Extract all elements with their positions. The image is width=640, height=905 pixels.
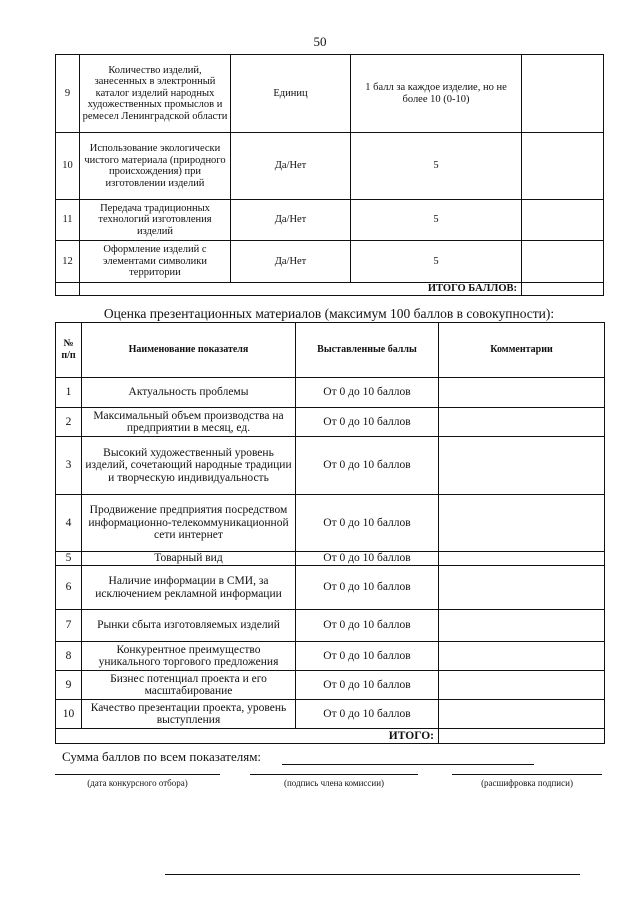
criterion-unit: Да/Нет (231, 133, 351, 200)
table-row (56, 610, 605, 642)
row-number: 9 (56, 671, 82, 700)
criterion-name: Использование экологически чистого материала (природного происхождения) при изготовлении изделий (80, 133, 231, 200)
indicator-name: Высокий художественный уровень изделий, сочетающий народные традиции и творческую индивидуальность (82, 437, 296, 495)
table-header-row (56, 323, 605, 378)
indicator-score: От 0 до 10 баллов (296, 495, 439, 552)
indicator-score: От 0 до 10 баллов (296, 642, 439, 671)
criterion-score: 5 (351, 200, 522, 241)
criteria-table-continued (55, 54, 604, 296)
row-number: 11 (56, 200, 80, 241)
table-row (56, 566, 605, 610)
table-row (56, 408, 605, 437)
criterion-score: 5 (351, 241, 522, 283)
signature-decoding-caption: (расшифровка подписи) (452, 774, 602, 788)
indicator-name: Бизнес потенциал проекта и его масштабирование (82, 671, 296, 700)
table-row (56, 552, 605, 566)
row-number: 3 (56, 437, 82, 495)
header-name: Наименование показателя (82, 323, 296, 378)
indicator-name: Конкурентное преимущество уникального торгового предложения (82, 642, 296, 671)
indicator-score: От 0 до 10 баллов (296, 610, 439, 642)
indicator-comment (439, 566, 605, 610)
row-number: 4 (56, 495, 82, 552)
criterion-score: 1 балл за каждое изделие, но не более 10 (0-10) (351, 55, 522, 133)
indicator-name: Товарный вид (82, 552, 296, 566)
indicator-comment (439, 552, 605, 566)
indicator-comment (439, 671, 605, 700)
indicator-comment (439, 700, 605, 729)
criterion-name: Передача традиционных технологий изготовления изделий (80, 200, 231, 241)
indicator-name: Продвижение предприятия посредством информационно-телекоммуникационной сети интернет (82, 495, 296, 552)
indicator-name: Актуальность проблемы (82, 378, 296, 408)
table-row (56, 495, 605, 552)
row-number: 10 (56, 700, 82, 729)
sum-label: Сумма баллов по всем показателям: (62, 749, 262, 764)
footer-rule (165, 874, 580, 875)
header-num: № п/п (56, 323, 82, 378)
table-row (56, 700, 605, 729)
criterion-comment (522, 200, 604, 241)
date-signature-caption: (дата конкурсного отбора) (55, 774, 220, 788)
indicator-name: Рынки сбыта изготовляемых изделий (82, 610, 296, 642)
criterion-unit: Единиц (231, 55, 351, 133)
table-row (56, 133, 604, 200)
criterion-comment (522, 133, 604, 200)
table-row (56, 642, 605, 671)
table-row (56, 200, 604, 241)
indicator-comment (439, 378, 605, 408)
indicator-comment (439, 495, 605, 552)
criterion-name: Количество изделий, занесенных в электронный каталог изделий народных художественных промыслов и ремесел Ленинградской области (80, 55, 231, 133)
table-row (56, 241, 604, 283)
indicator-name: Максимальный объем производства на предприятии в месяц, ед. (82, 408, 296, 437)
indicator-comment (439, 642, 605, 671)
indicator-score: От 0 до 10 баллов (296, 566, 439, 610)
row-number: 2 (56, 408, 82, 437)
criterion-name: Оформление изделий с элементами символики территории (80, 241, 231, 283)
indicator-score: От 0 до 10 баллов (296, 408, 439, 437)
indicator-name: Наличие информации в СМИ, за исключением рекламной информации (82, 566, 296, 610)
indicator-comment (439, 437, 605, 495)
header-score: Выставленные баллы (296, 323, 439, 378)
table-row (56, 55, 604, 133)
total-row (56, 283, 604, 296)
indicator-score: От 0 до 10 баллов (296, 552, 439, 566)
member-signature-caption: (подпись члена комиссии) (250, 774, 418, 788)
row-number: 7 (56, 610, 82, 642)
total-label: ИТОГО БАЛЛОВ: (80, 283, 522, 296)
presentation-assessment-table (55, 322, 605, 744)
total-value-cell (439, 729, 605, 744)
total-blank-cell (56, 283, 80, 296)
page-number: 50 (313, 34, 327, 49)
indicator-name: Качество презентации проекта, уровень выступления (82, 700, 296, 729)
total-label: ИТОГО: (56, 729, 439, 744)
indicator-score: От 0 до 10 баллов (296, 437, 439, 495)
row-number: 8 (56, 642, 82, 671)
criterion-unit: Да/Нет (231, 200, 351, 241)
row-number: 9 (56, 55, 80, 133)
row-number: 1 (56, 378, 82, 408)
indicator-score: От 0 до 10 баллов (296, 378, 439, 408)
section-title: Оценка презентационных материалов (максимум 100 баллов в совокупности): (103, 306, 555, 321)
indicator-comment (439, 408, 605, 437)
row-number: 5 (56, 552, 82, 566)
indicator-score: От 0 до 10 баллов (296, 700, 439, 729)
row-number: 6 (56, 566, 82, 610)
table-row (56, 378, 605, 408)
table-row (56, 437, 605, 495)
criterion-unit: Да/Нет (231, 241, 351, 283)
table-row (56, 671, 605, 700)
total-value-cell (522, 283, 604, 296)
criterion-score: 5 (351, 133, 522, 200)
header-comment: Комментарии (439, 323, 605, 378)
indicator-comment (439, 610, 605, 642)
sum-fill-line (282, 764, 534, 765)
criterion-comment (522, 241, 604, 283)
total-row (56, 729, 605, 744)
row-number: 12 (56, 241, 80, 283)
criterion-comment (522, 55, 604, 133)
row-number: 10 (56, 133, 80, 200)
indicator-score: От 0 до 10 баллов (296, 671, 439, 700)
